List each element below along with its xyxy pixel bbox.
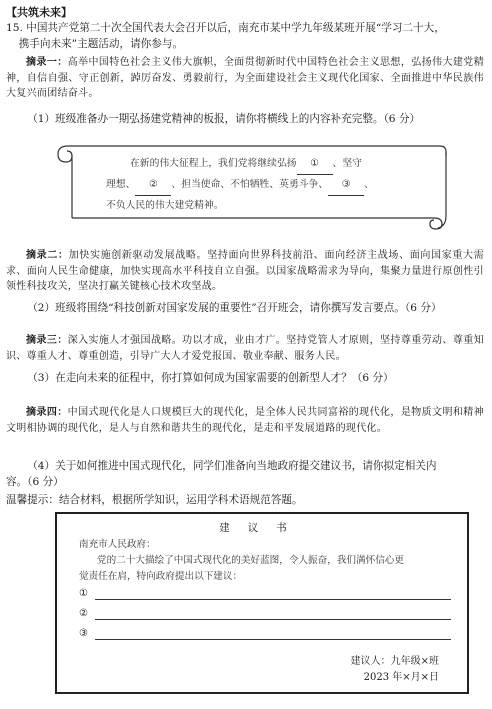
- scroll-text: [106, 154, 426, 216]
- excerpt-1-label: 摘录一：: [26, 57, 68, 68]
- blank-3[interactable]: ③: [328, 175, 364, 196]
- excerpt-2: [6, 248, 484, 295]
- hint: 温馨提示：结合材料，根据所学知识，运用学科术语规范答题。: [6, 494, 303, 506]
- scroll-line-2: [106, 175, 426, 196]
- task-4-line2: 容。（6 分）: [6, 476, 64, 489]
- scroll-line-3: 不负人民的伟大建党精神。: [106, 200, 224, 212]
- letter-body-line1: 党的二十大描绘了中国式现代化的美好蓝图，令人振奋，我们满怀信心更: [97, 555, 404, 566]
- blank-2[interactable]: ②: [135, 175, 171, 196]
- excerpt-1-text: 高举中国特色社会主义伟大旗帜，全面贯彻新时代中国特色社会主义思想，弘扬伟大建党精神，自信自强、守正创新，踔厉奋发、勇毅前行，为全面建设社会主义现代化国家、全面推进中华民族伟大复兴而团结奋斗。: [6, 57, 485, 99]
- scroll-line2-post: 、: [364, 179, 374, 191]
- proposal-letter-box: [55, 512, 469, 694]
- question-stem-line2: 携手向未来”主题活动，请你参与。: [18, 38, 184, 51]
- letter-body-line2: 觉责任在肩，特向政府提出以下建议：: [79, 571, 243, 582]
- blank-1[interactable]: ①: [297, 154, 333, 175]
- letter-date: 2023 年×月×日: [363, 672, 439, 683]
- excerpt-1: [6, 55, 484, 102]
- question-stem: [6, 20, 484, 53]
- excerpt-4-text: 中国式现代化是人口规模巨大的现代化，是全体人民共同富裕的现代化，是物质文明和精神文明相协调的现代化，是人与自然和谐共生的现代化，是走和平发展道路的现代化。: [6, 407, 485, 434]
- answer-line: [95, 639, 451, 640]
- suggestion-number: ②: [79, 608, 88, 619]
- answer-line: [95, 599, 451, 600]
- letter-title: 建议书: [219, 522, 305, 534]
- question-number: 15.: [6, 22, 23, 34]
- blackboard-scroll: [56, 138, 448, 230]
- suggestion-row-2[interactable]: [79, 606, 451, 620]
- excerpt-3-text: 深入实施人才强国战略。功以才成，业由才广。坚持党管人才原则，坚持尊重劳动、尊重知识、尊重人才、尊重创造，引导广大人才爱党报国、敬业奉献、服务人民。: [6, 335, 485, 362]
- task-3: （3）在走向未来的征程中，你打算如何成为国家需要的创新型人才？（6 分）: [27, 372, 394, 384]
- excerpt-2-text: 加快实施创新驱动发展战略。坚持面向世界科技前沿、面向经济主战场、面向国家重大需求、面向人民生命健康，加快实现高水平科技自立自强。以国家战略需求为导向，集聚力量进行原创性引领性科技攻关，坚决打赢关键核心技术攻坚战。: [6, 250, 484, 292]
- excerpt-3-label: 摘录三：: [26, 335, 68, 346]
- excerpt-4: [6, 405, 484, 436]
- question-stem-line1: 中国共产党第二十次全国代表大会召开以后，南充市某中学九年级某班开展“学习二十大，: [26, 22, 445, 34]
- task-1: （1）班级准备办一期弘扬建党精神的板报，请你将横线上的内容补充完整。（6 分）: [27, 113, 421, 125]
- excerpt-2-label: 摘录二：: [26, 250, 69, 261]
- scroll-line2-mid: 、担当使命、不怕牺牲、英勇斗争、: [171, 179, 329, 191]
- suggestion-number: ①: [79, 588, 88, 599]
- scroll-line1-pre: 在新的伟大征程上，我们党将继续弘扬: [130, 158, 297, 169]
- suggestion-number: ③: [79, 628, 88, 639]
- letter-salutation: 南充市人民政府：: [79, 539, 156, 550]
- scroll-line1-post: 、坚守: [332, 158, 362, 169]
- section-title: 【共筑未来】: [6, 6, 72, 19]
- answer-line: [95, 619, 451, 620]
- task-2: （2）班级将围绕“科技创新对国家发展的重要性”召开班会，请你撰写发言要点。（6 分）: [27, 302, 442, 314]
- task-4: [6, 458, 484, 491]
- scroll-line-1: [106, 154, 426, 175]
- task-4-line1: （4）关于如何推进中国式现代化，同学们准备向当地政府提交建议书，请你拟定相关内: [27, 460, 437, 472]
- suggestion-row-1[interactable]: [79, 586, 451, 600]
- suggestion-row-3[interactable]: [79, 626, 451, 640]
- excerpt-3: [6, 333, 484, 364]
- letter-signer: 建议人：九年级×班: [350, 656, 439, 667]
- excerpt-4-label: 摘录四：: [26, 407, 68, 418]
- scroll-line2-pre: 理想、: [106, 179, 136, 191]
